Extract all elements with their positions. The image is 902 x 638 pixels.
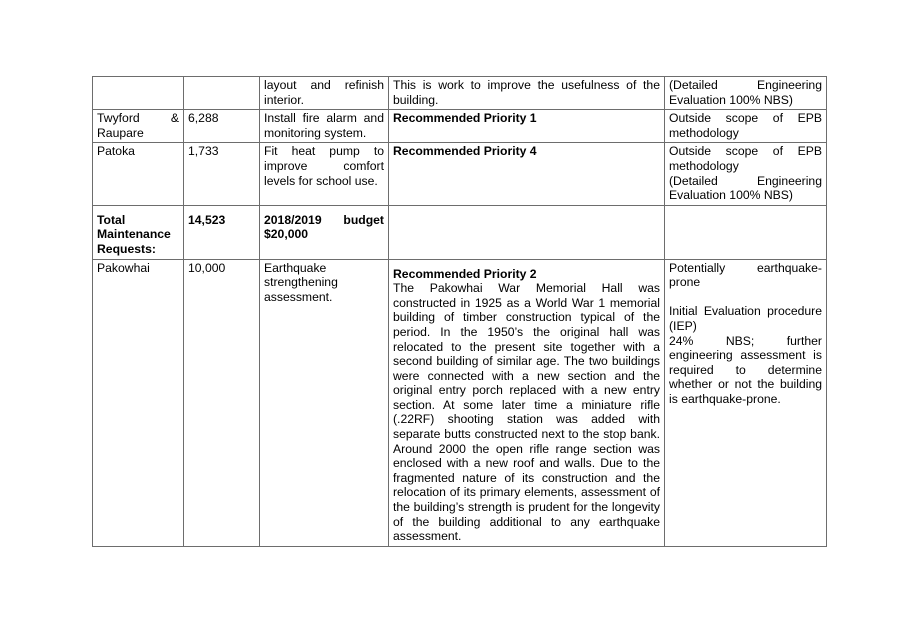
status-iep-text: Initial Evaluation procedure (IEP): [669, 304, 822, 333]
status-cell: (Detailed Engineering Evaluation 100% NBS): [665, 77, 827, 110]
description-cell: [389, 205, 665, 259]
priority-label: Recommended Priority 1: [389, 110, 665, 143]
work-cell: layout and refinish interior.: [260, 77, 389, 110]
amount-cell: 1,733: [184, 143, 260, 205]
status-cell: [665, 259, 827, 546]
table-row: [93, 143, 827, 205]
priority-label: Recommended Priority 2: [393, 266, 537, 281]
paragraph-spacer: [669, 290, 822, 305]
status-nbs-text: 24% NBS; further engineering assessment is required to determine whether or not the building is earthquake-prone.: [669, 333, 822, 406]
status-cell: [665, 143, 827, 205]
site-cell: [93, 77, 184, 110]
table-row: [93, 77, 827, 110]
status-scope-text: Outside scope of EPB methodology: [669, 144, 822, 173]
description-body: The Pakowhai War Memorial Hall was constructed in 1925 as a World War 1 memorial building of timber construction typical of the period. In the 1950’s the original hall was relocated to the present site together with a second building of similar age. The two buildings were connected with a new section and the original entry porch replaced with a new entry section. At some later time a miniature rifle (.22RF) shooting station was added with separate butts constructed next to the stop bank. Around 2000 the open rifle range section was enclosed with a new roof and walls. Due to the fragmented nature of its construction and the relocation of its primary elements, assessment of the building’s strength is prudent for the longevity of the building additional to any earthquake assessment.: [393, 281, 660, 544]
site-cell: Pakowhai: [93, 259, 184, 546]
maintenance-requests-table: [92, 76, 827, 547]
priority-label: Recommended Priority 4: [389, 143, 665, 205]
status-earthquake-text: Potentially earthquake-prone: [669, 260, 822, 290]
budget-cell: 2018/2019 budget $20,000: [260, 205, 389, 259]
status-cell: [665, 205, 827, 259]
work-cell: Fit heat pump to improve comfort levels for school use.: [260, 143, 389, 205]
table-row: [93, 259, 827, 546]
work-cell: Install fire alarm and monitoring system.: [260, 110, 389, 143]
work-cell: Earthquake strengthening assessment.: [260, 259, 389, 546]
status-evaluation-text: (Detailed Engineering Evaluation 100% NBS): [669, 173, 822, 203]
total-amount: 14,523: [184, 205, 260, 259]
site-cell: Twyford & Raupare: [93, 110, 184, 143]
site-cell: Patoka: [93, 143, 184, 205]
total-label: Total Maintenance Requests:: [93, 205, 184, 259]
table-row: [93, 205, 827, 259]
description-cell: [389, 259, 665, 546]
amount-cell: 6,288: [184, 110, 260, 143]
table-row: [93, 110, 827, 143]
description-cell: This is work to improve the usefulness of the building.: [389, 77, 665, 110]
amount-cell: [184, 77, 260, 110]
status-cell: Outside scope of EPB methodology: [665, 110, 827, 143]
amount-cell: 10,000: [184, 259, 260, 546]
